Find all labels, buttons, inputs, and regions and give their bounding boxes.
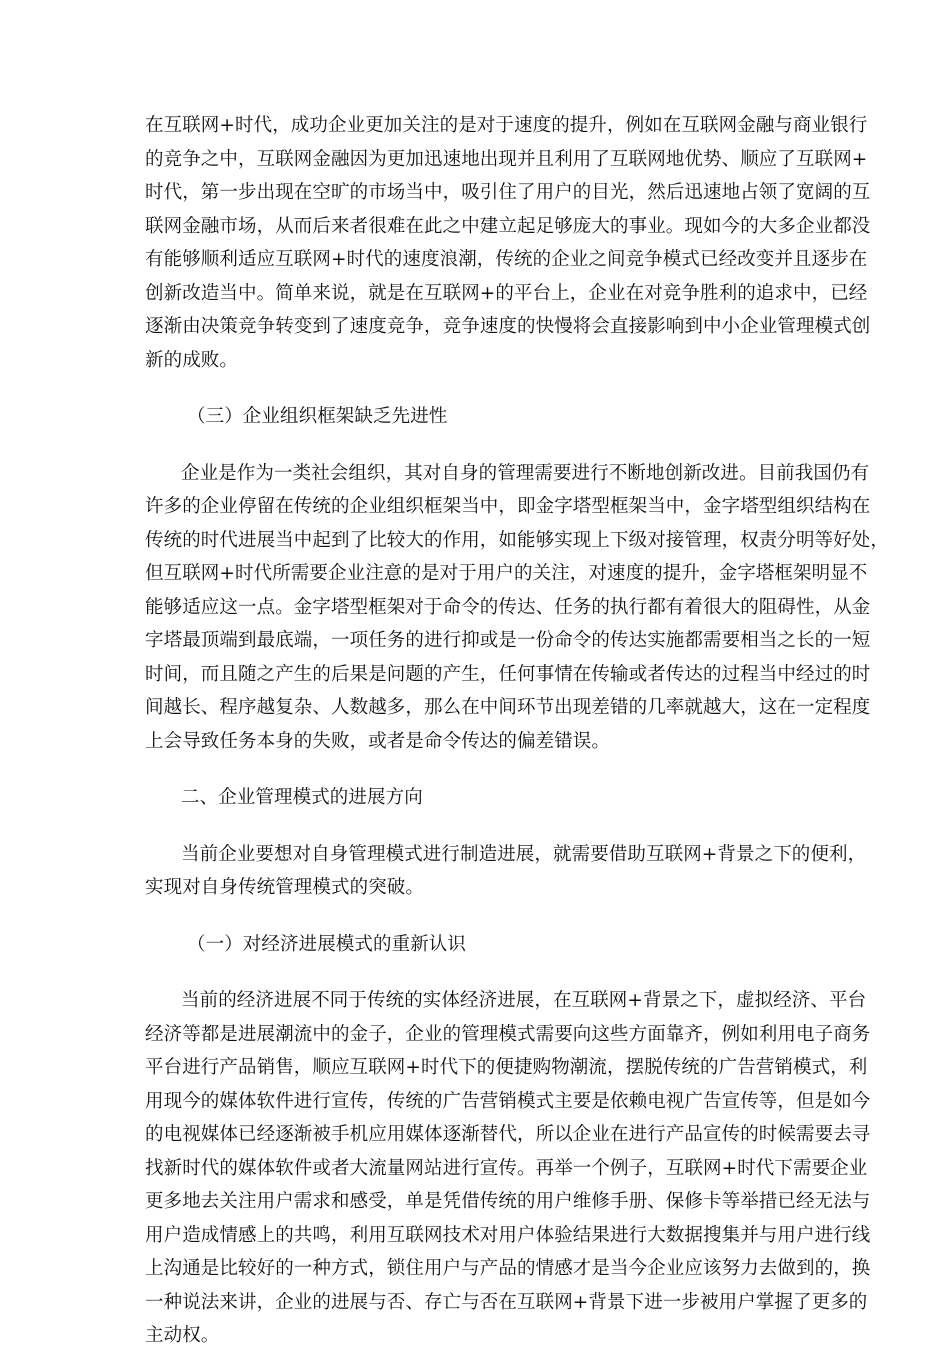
text-line: 新的成败。 <box>145 349 239 371</box>
text-line: 主动权。 <box>145 1325 220 1346</box>
text-line: 一种说法来讲，企业的进展与否、存亡与否在互联网+背景下进一步被用户掌握了更多的 <box>145 1291 868 1313</box>
paragraph-speed-competition <box>145 109 871 377</box>
document-page <box>145 109 890 1353</box>
paragraph-development-intro <box>145 838 867 905</box>
text-line: 经济等都是进展潮流中的金子，企业的管理模式需要向这些方面靠齐，例如利用电子商务 <box>145 1023 871 1045</box>
text-line: 间越长、程序越复杂、人数越多，那么在中间环节出现差错的几率就越大，这在一定程度 <box>145 697 871 718</box>
text-line: 更多地去关注用户需求和感受，单是凭借传统的用户维修手册、保修卡等举措已经无法与 <box>145 1191 871 1212</box>
text-line: 平台进行产品销售，顺应互联网+时代下的便捷购物潮流，摆脱传统的广告营销模式，利 <box>145 1057 868 1078</box>
text-line: 用现今的媒体软件进行宣传，传统的广告营销模式主要是依赖电视广告宣传等，但是如今 <box>145 1090 871 1112</box>
section-heading-1: （一）对经济进展模式的重新认识 <box>187 933 467 955</box>
text-line: 许多的企业停留在传统的企业组织框架当中，即金字塔型框架当中，金字塔型组织结构在 <box>145 496 871 517</box>
text-line: 用户造成情感上的共鸣，利用互联网技术对用户体验结果进行大数据搜集并与用户进行线 <box>145 1224 871 1246</box>
text-line: 的电视媒体已经逐渐被手机应用媒体逐渐替代，所以企业在进行产品宣传的时候需要去寻 <box>145 1124 871 1145</box>
text-line: 逐渐由决策竞争转变到了速度竞争，竞争速度的快慢将会直接影响到中小企业管理模式创 <box>145 316 871 337</box>
section-heading-2: 二、企业管理模式的进展方向 <box>181 787 423 808</box>
text-line: 字塔最顶端到最底端，一项任务的进行抑或是一份命令的传达实施都需要相当之长的一短 <box>145 630 871 651</box>
text-line: 传统的时代进展当中起到了比较大的作用，如能够实现上下级对接管理，权责分明等好处， <box>145 529 890 551</box>
paragraph-economic-model <box>145 984 871 1353</box>
paragraph-organization-framework <box>145 457 890 759</box>
text-line: 但互联网+时代所需要企业注意的是对于用户的关注，对速度的提升，金字塔框架明显不 <box>145 563 868 584</box>
text-line: 联网金融市场，从而后来者很难在此之中建立起足够庞大的事业。现如今的大多企业都没 <box>145 215 871 237</box>
text-line: 实现对自身传统管理模式的突破。 <box>145 877 425 898</box>
text-line: 时间，而且随之产生的后果是问题的产生，任何事情在传输或者传达的过程当中经过的时 <box>145 663 871 685</box>
text-line: 当前企业要想对自身管理模式进行制造进展，就需要借助互联网+背景之下的便利， <box>181 843 867 865</box>
text-line: 当前的经济进展不同于传统的实体经济进展，在互联网+背景之下，虚拟经济、平台 <box>181 990 867 1011</box>
text-line: 创新改造当中。简单来说，就是在互联网+的平台上，企业在对竞争胜利的追求中，已经 <box>145 282 868 304</box>
text-line: 能够适应这一点。金字塔型框架对于命令的传达、任务的执行都有着很大的阻碍性，从金 <box>145 596 871 618</box>
text-line: 上会导致任务本身的失败，或者是命令传达的偏差错误。 <box>145 730 611 752</box>
text-line: 上沟通是比较好的一种方式，锁住用户与产品的情感才是当今企业应该努力去做到的，换 <box>145 1258 871 1279</box>
text-line: 找新时代的媒体软件或者大流量网站进行宣传。再举一个例子，互联网+时代下需要企业 <box>145 1157 868 1179</box>
text-line: 在互联网+时代，成功企业更加关注的是对于速度的提升，例如在互联网金融与商业银行 <box>145 115 868 136</box>
text-line: 企业是作为一类社会组织，其对自身的管理需要进行不断地创新改进。目前我国仍有 <box>181 462 870 484</box>
section-heading-3: （三）企业组织框架缺乏先进性 <box>187 406 448 427</box>
text-line: 时代，第一步出现在空旷的市场当中，吸引住了用户的目光，然后迅速地占领了宽阔的互 <box>145 182 871 203</box>
text-line: 的竞争之中，互联网金融因为更加迅速地出现并且利用了互联网地优势、顺应了互联网+ <box>145 148 868 170</box>
text-line: 有能够顺利适应互联网+时代的速度浪潮，传统的企业之间竞争模式已经改变并且逐步在 <box>145 249 868 270</box>
